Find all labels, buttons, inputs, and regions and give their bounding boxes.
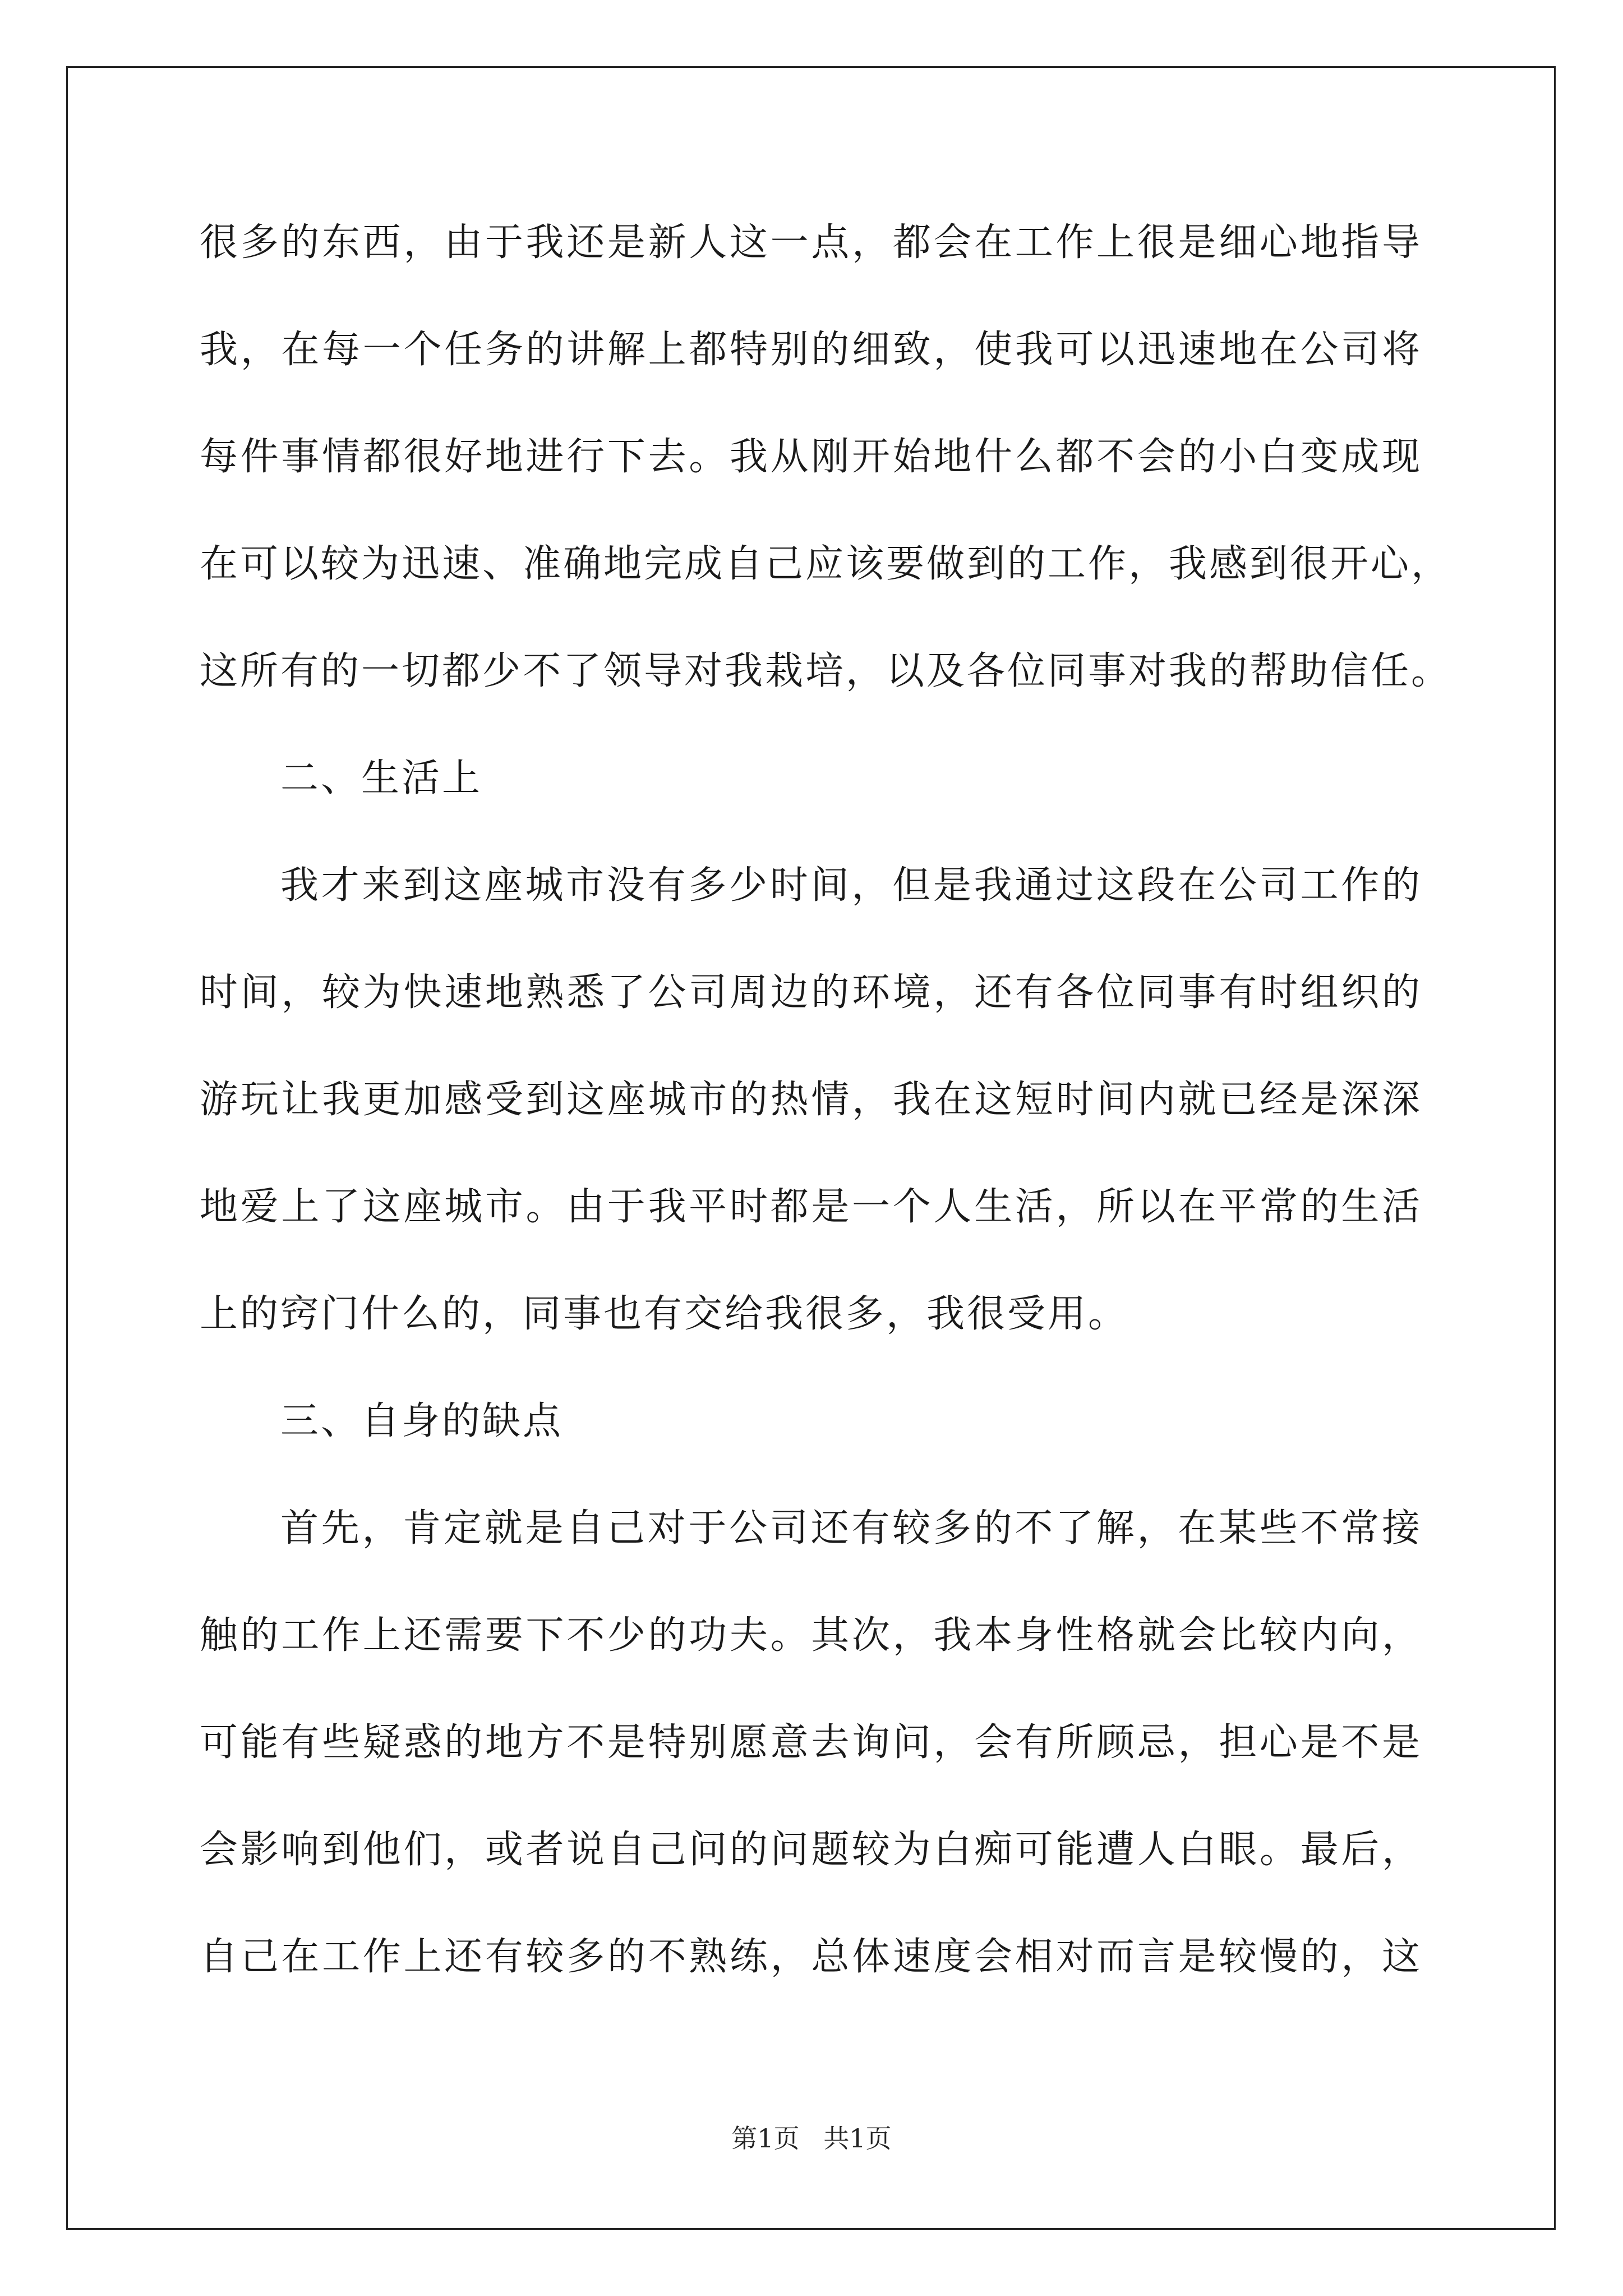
body-line: 地爱上了这座城市。由于我平时都是一个人生活，所以在平常的生活 xyxy=(200,1185,1422,1229)
page-border xyxy=(66,66,1556,2230)
body-line: 时间，较为快速地熟悉了公司周边的环境，还有各位同事有时组织的 xyxy=(200,970,1422,1015)
body-line: 我才来到这座城市没有多少时间，但是我通过这段在公司工作的 xyxy=(280,863,1422,908)
body-line: 会影响到他们，或者说自己问的问题较为白痴可能遭人白眼。最后， xyxy=(200,1828,1422,1872)
page-number: 第1页 xyxy=(731,2123,800,2154)
body-line: 每件事情都很好地进行下去。我从刚开始地什么都不会的小白变成现 xyxy=(200,435,1422,479)
section-heading: 三、自身的缺点 xyxy=(280,1399,564,1443)
section-heading: 二、生活上 xyxy=(280,756,483,800)
body-line: 在可以较为迅速、准确地完成自己应该要做到的工作，我感到很开心， xyxy=(200,542,1452,586)
body-line: 首先，肯定就是自己对于公司还有较多的不了解，在某些不常接 xyxy=(280,1506,1422,1550)
body-line: 可能有些疑惑的地方不是特别愿意去询问，会有所顾忌，担心是不是 xyxy=(200,1720,1422,1765)
body-line: 游玩让我更加感受到这座城市的热情，我在这短时间内就已经是深深 xyxy=(200,1078,1422,1122)
page-total: 共1页 xyxy=(823,2123,892,2154)
body-line: 触的工作上还需要下不少的功夫。其次，我本身性格就会比较内向， xyxy=(200,1613,1422,1658)
body-line: 这所有的一切都少不了领导对我栽培，以及各位同事对我的帮助信任。 xyxy=(200,649,1452,693)
body-line: 我，在每一个任务的讲解上都特别的细致，使我可以迅速地在公司将 xyxy=(200,328,1422,372)
page-footer xyxy=(0,2122,1623,2155)
body-line: 很多的东西，由于我还是新人这一点，都会在工作上很是细心地指导 xyxy=(200,220,1422,265)
body-line: 上的窍门什么的，同事也有交给我很多，我很受用。 xyxy=(200,1292,1129,1336)
body-line: 自己在工作上还有较多的不熟练，总体速度会相对而言是较慢的，这 xyxy=(200,1935,1422,1979)
